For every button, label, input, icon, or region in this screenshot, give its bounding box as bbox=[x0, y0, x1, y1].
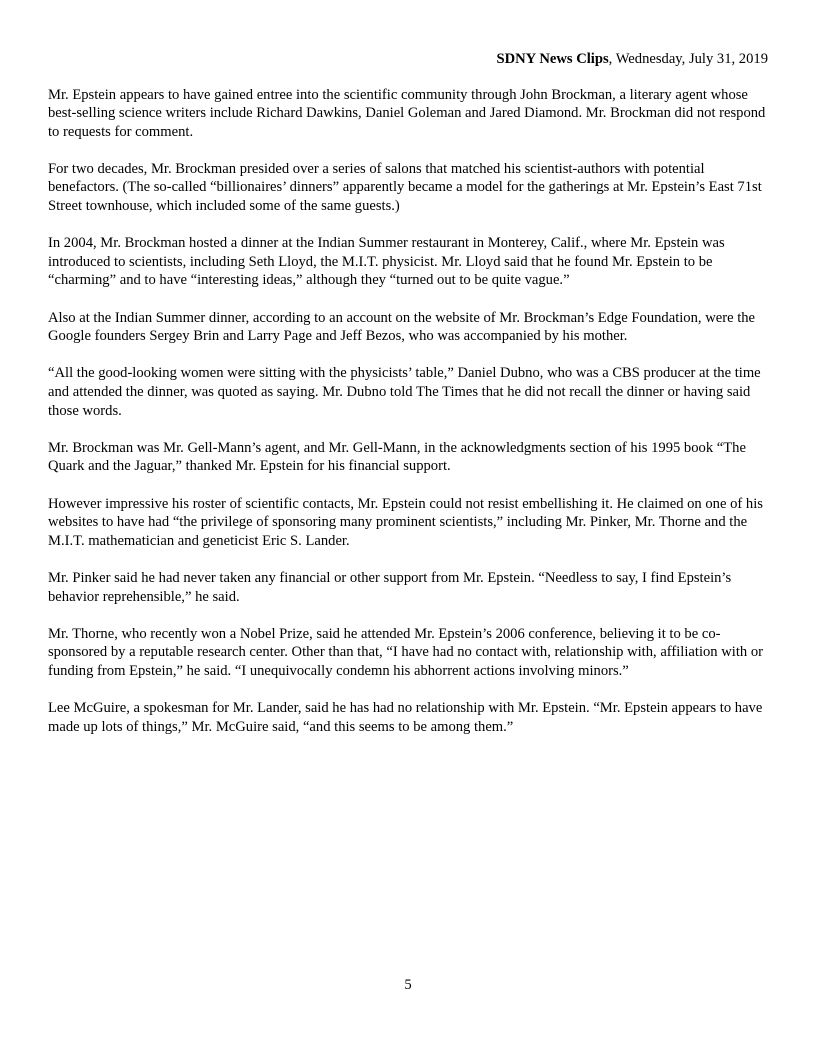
page-number: 5 bbox=[404, 976, 412, 993]
paragraph: Also at the Indian Summer dinner, according to an account on the website of Mr. Brockman’s Edge Foundation, were the Google founders Sergey Brin and Larry Page and Jeff Bezos, who was accompanied by his mother. bbox=[48, 309, 756, 345]
paragraph: Mr. Thorne, who recently won a Nobel Prize, said he attended Mr. Epstein’s 2006 conference, believing it to be co-sponsored by a reputable research center. Other than that, “I have had no contact with, relationship with, affiliation with or funding from Epstein,” he said. “I unequivocally condemn his abhorrent actions involving minors.” bbox=[48, 625, 763, 679]
paragraph: For two decades, Mr. Brockman presided over a series of salons that matched his scientist-authors with potential benefactors. (The so-called “billionaires’ dinners” apparently became a model for the gatherings at Mr. Epstein’s East 71st Street townhouse, which included some of the same guests.) bbox=[48, 160, 762, 215]
header-date: , Wednesday, July 31, 2019 bbox=[608, 51, 768, 67]
page-header bbox=[48, 50, 768, 69]
paragraph: Mr. Pinker said he had never taken any financial or other support from Mr. Epstein. “Needless to say, I find Epstein’s behavior reprehensible,” he said. bbox=[48, 569, 732, 605]
paragraph: Lee McGuire, a spokesman for Mr. Lander, said he has had no relationship with Mr. Epstein. “Mr. Epstein appears to have made up lots of things,” Mr. McGuire said, “and this seems to be among them.” bbox=[48, 700, 763, 735]
paragraph: Mr. Brockman was Mr. Gell-Mann’s agent, and Mr. Gell-Mann, in the acknowledgments section of his 1995 book “The Quark and the Jaguar,” thanked Mr. Epstein for his financial support. bbox=[48, 439, 746, 475]
header-title: SDNY News Clips bbox=[496, 51, 609, 67]
paragraph: “All the good-looking women were sitting with the physicists’ table,” Daniel Dubno, who was a CBS producer at the time and attended the dinner, was quoted as saying. Mr. Dubno told The Times that he did not recall the dinner or having said those words. bbox=[48, 365, 761, 419]
paragraph: Mr. Epstein appears to have gained entree into the scientific community through John Brockman, a literary agent whose best-selling science writers include Richard Dawkins, Daniel Goleman and Jared Diamond. Mr. Brockman did not respond to requests for comment. bbox=[48, 86, 766, 140]
document-body bbox=[48, 86, 768, 737]
paragraph: In 2004, Mr. Brockman hosted a dinner at the Indian Summer restaurant in Monterey, Calif., where Mr. Epstein was introduced to scientists, including Seth Lloyd, the M.I.T. physicist. Mr. Lloyd said that he found Mr. Epstein to be “charming” and to have “interesting ideas,” although they “turned out to be quite vague.” bbox=[48, 235, 725, 289]
paragraph: However impressive his roster of scientific contacts, Mr. Epstein could not resist embellishing it. He claimed on one of his websites to have had “the privilege of sponsoring many prominent scientists,” including Mr. Pinker, Mr. Thorne and the M.I.T. mathematician and geneticist Eric S. Lander. bbox=[48, 495, 763, 549]
